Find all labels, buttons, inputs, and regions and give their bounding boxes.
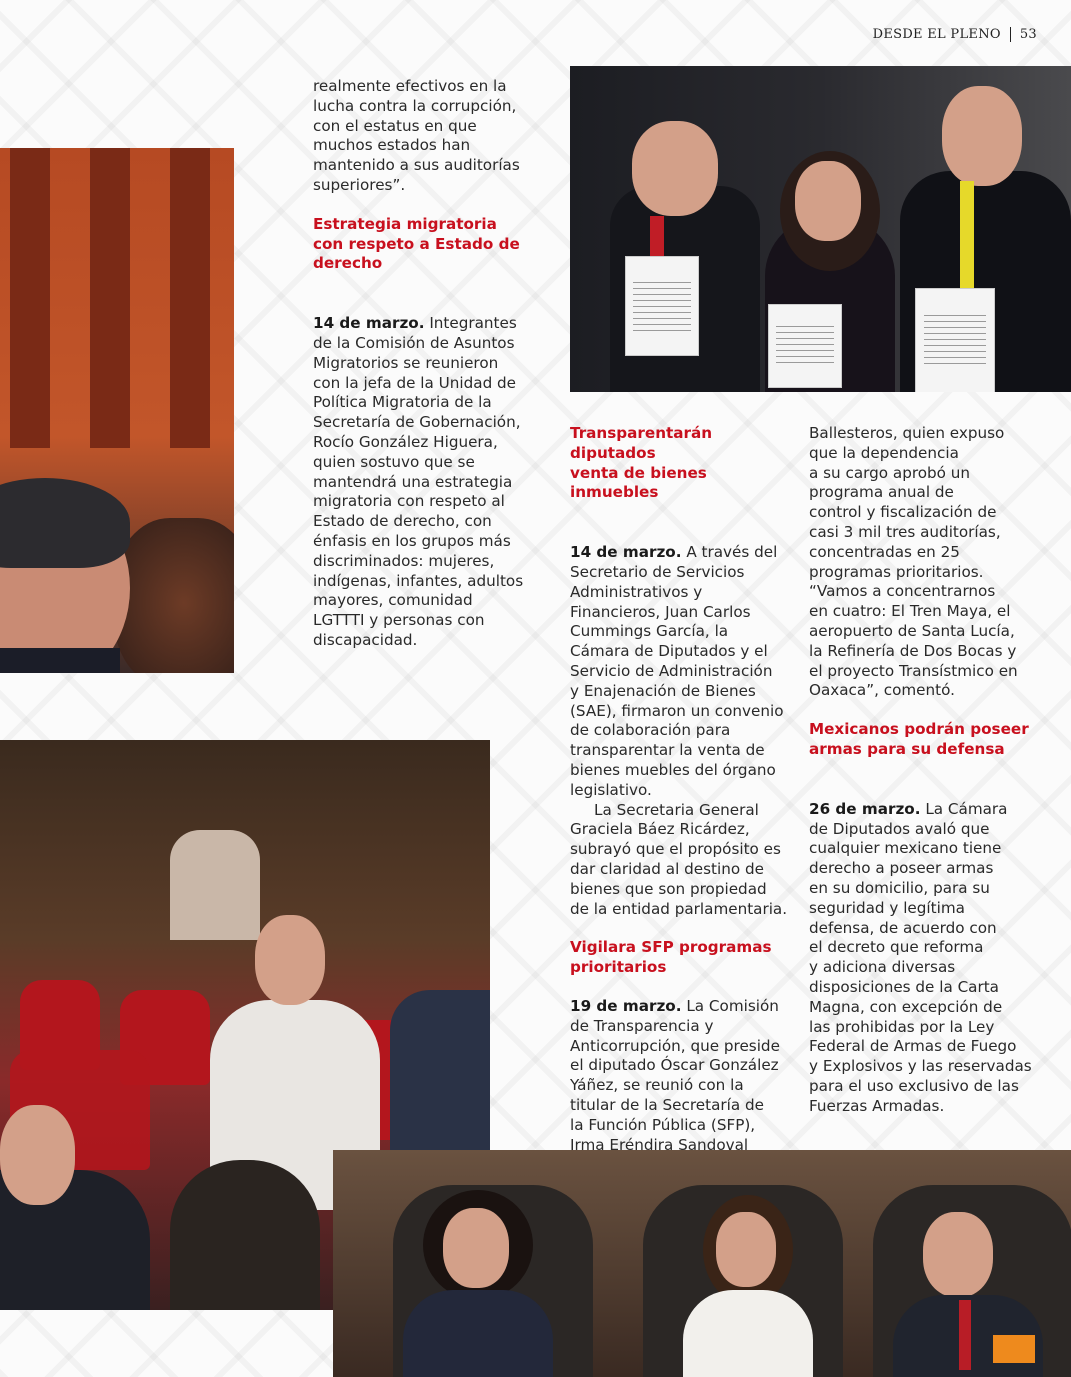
- article-date: 14 de marzo.: [570, 543, 682, 562]
- man-right-face: [942, 86, 1022, 186]
- man-right-face: [923, 1212, 993, 1297]
- man-hair: [0, 478, 130, 568]
- photo-agreement-signing: [570, 66, 1071, 392]
- article-transparentaran-cont: La Secretaria General Graciela Báez Ricárdez, subrayó que el propósito es dar claridad al destino de bienes que son propiedad de la entidad parlamentaria.: [570, 800, 788, 918]
- article-transparentaran: 14 de marzo. A través del Secretario de Servicios Administrativos y Financieros, Juan Carlos Cummings García, la Cámara de Diputados y el Servicio de Administración y Enajenación de Bienes (SAE), firmaron un convenio de colaboración para transparentar la venta de bienes muebles del órgano legislativo.: [570, 543, 784, 799]
- man-suit: [0, 648, 120, 673]
- older-man-face: [0, 1105, 75, 1205]
- column-3: [809, 424, 1039, 1117]
- wall-panel: [170, 148, 210, 448]
- blurred-person: [114, 518, 234, 673]
- column-2: [570, 424, 795, 1155]
- header-divider: [1010, 27, 1011, 42]
- article-armas: 26 de marzo. La Cámara de Diputados avaló que cualquier mexicano tiene derecho a poseer armas en su domicilio, para su seguridad y legítima defensa, de acuerdo con el decreto que reforma y adiciona diversas disposiciones de la Carta Magna, con excepción de las prohibidas por la Ley Federal de Armas de Fuego y Explosivos y las reservadas para el uso exclusivo de las Fuerzas Armadas.: [809, 799, 1032, 1115]
- article-date: 26 de marzo.: [809, 799, 921, 818]
- column-1: [313, 77, 545, 651]
- man-white-shirt-face: [255, 915, 325, 1005]
- woman-face: [795, 161, 861, 241]
- heading-armas: Mexicanos podrán poseer armas para su defensa: [809, 720, 1029, 758]
- heading-sfp: Vigilara SFP programas prioritarios: [570, 938, 772, 977]
- article-migratoria: 14 de marzo. Integrantes de la Comisión de Asuntos Migratorios se reunieron con la jefa de la Unidad de Política Migratoria de la Secretaría de Gobernación, Rocío González Higuera, quien sostuvo que se mantendrá una estrategia migratoria con respeto al Estado de derecho, con énfasis en los grupos más discriminados: mujeres, indígenas, infantes, adultos mayores, comunidad LGTTTI y personas con discapacidad.: [313, 314, 524, 649]
- signed-document-center: [768, 304, 842, 388]
- lead-text: realmente efectivos en la lucha contra la corrupción, con el estatus en que muchos estados han mantenido a sus auditorías superiores”.: [313, 77, 520, 194]
- wall-panel: [90, 148, 130, 448]
- standing-man: [170, 830, 260, 940]
- photo-official-orange-wall: [0, 148, 234, 673]
- woman-left-outfit: [403, 1290, 553, 1377]
- article-date: 19 de marzo.: [570, 996, 682, 1015]
- photo-deputies-seated: [333, 1150, 1071, 1377]
- signed-document-left: [625, 256, 699, 356]
- man-right: [390, 990, 490, 1150]
- woman-left-face: [443, 1208, 509, 1288]
- signed-document-right: [915, 288, 995, 392]
- article-date: 14 de marzo.: [313, 314, 425, 333]
- page-header: [873, 27, 1037, 42]
- man-right-tie: [959, 1300, 971, 1370]
- heading-estrategia-migratoria: Estrategia migratoria con respeto a Estado de derecho: [313, 214, 520, 273]
- man-left-face: [632, 121, 718, 216]
- orange-badge: [993, 1335, 1035, 1363]
- article-sfp: 19 de marzo. La Comisión de Transparencia y Anticorrupción, que preside el diputado Óscar González Yáñez, se reunió con la titular de la Secretaría de la Función Pública (SFP), Irma Eréndira Sandoval: [570, 996, 780, 1154]
- woman-center-face: [716, 1212, 776, 1287]
- section-title: DESDE EL PLENO: [872, 27, 1001, 42]
- yellow-tie: [960, 181, 974, 301]
- article-sfp-cont: Ballesteros, quien expuso que la dependencia a su cargo aprobó un programa anual de control y fiscalización de casi 3 mil tres auditorías, concentradas en 25 programas prioritarios. “Vamos a concentrarnos en cuatro: El Tren Maya, el aeropuerto de Santa Lucía, la Refinería de Dos Bocas y el proyecto Transístmico en Oaxaca”, comentó.: [809, 424, 1018, 700]
- page-number: 53: [1019, 27, 1037, 42]
- woman-center-blouse: [683, 1290, 813, 1377]
- wall-panel: [10, 148, 50, 448]
- dark-seat: [170, 1160, 320, 1310]
- heading-transparentaran: Transparentarán diputados venta de bienes inmuebles: [570, 424, 713, 502]
